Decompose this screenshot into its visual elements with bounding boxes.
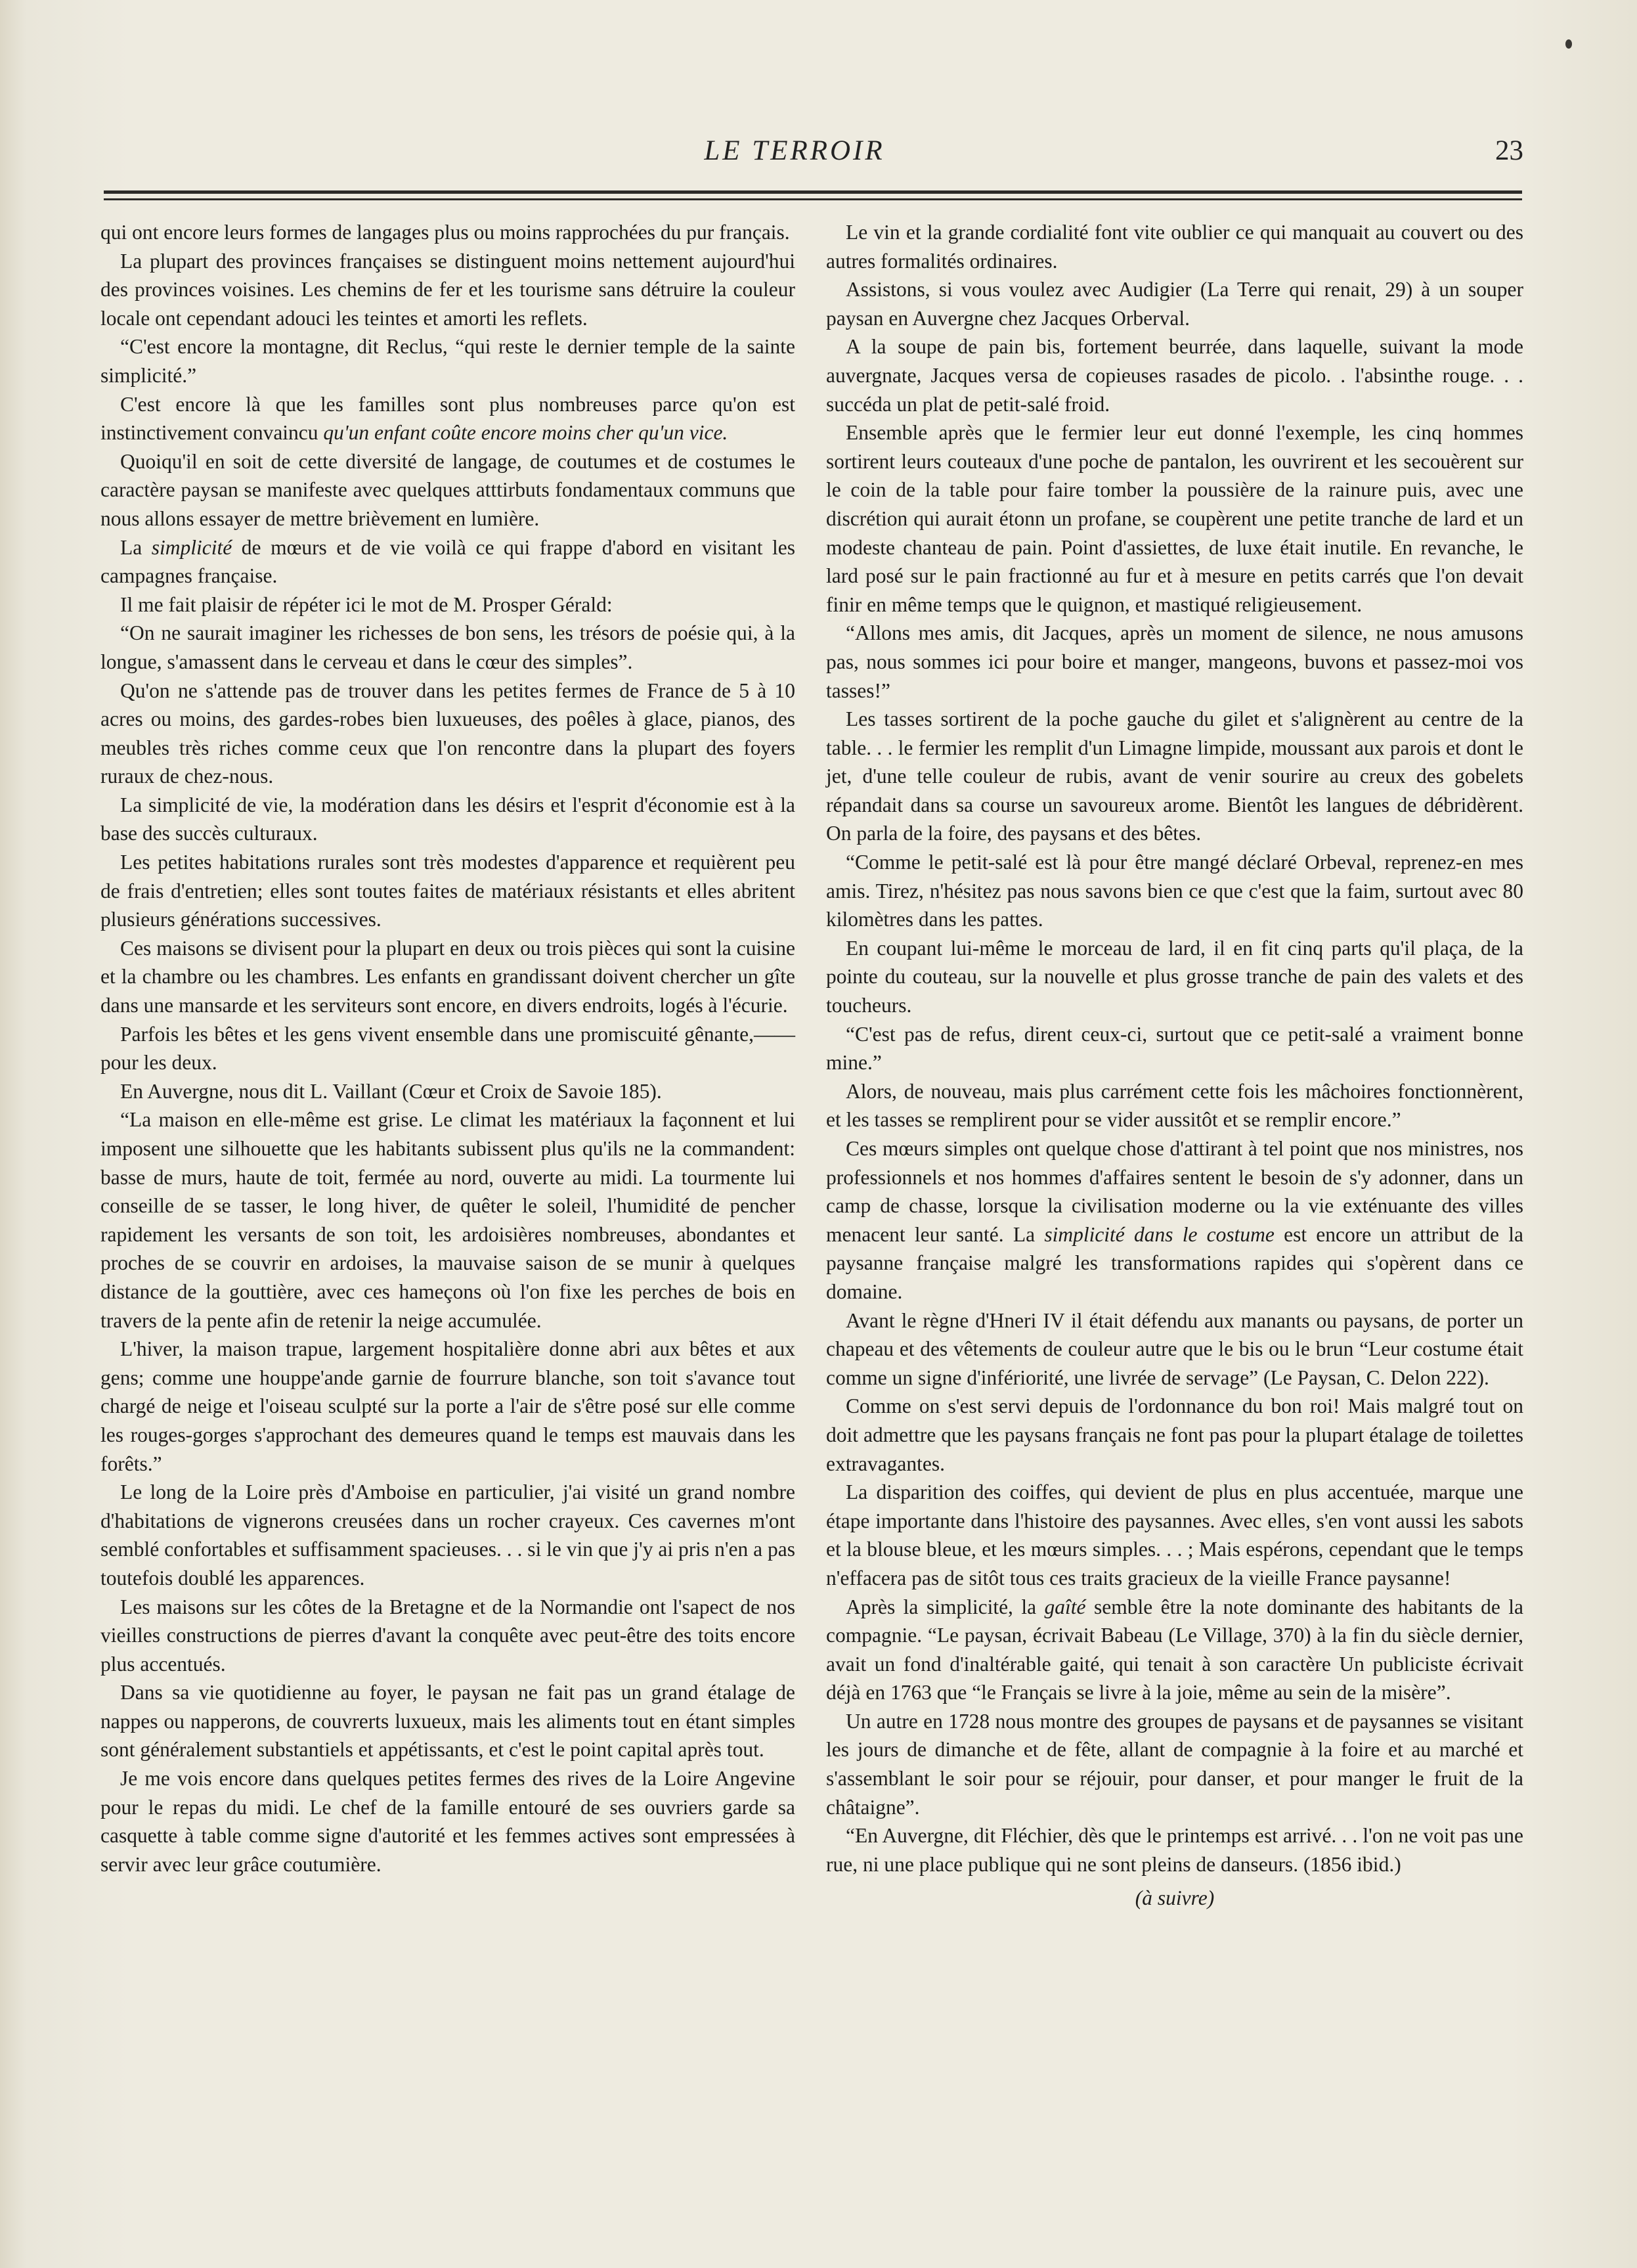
paragraph: Parfois les bêtes et les gens vivent ensemble dans une promiscuité gênante,——pour les deux. [100, 1022, 795, 1075]
running-title: LE TERROIR [704, 135, 885, 166]
header-rule-thin [104, 198, 1522, 200]
paragraph: Ces maisons se divisent pour la plupart en deux ou trois pièces qui sont la cuisine et la chambre ou les chambres. Les enfants en grandissant doivent chercher un gîte dans une mansarde et les serviteurs sont encore, en divers endroits, logés à l'écurie. [100, 936, 795, 1017]
paragraph: Les maisons sur les côtes de la Bretagne et de la Normandie ont l'sapect de nos vieilles constructions de pierres d'avant la conquête avec peut-être des toits encore plus accentués. [100, 1595, 795, 1676]
paragraph: Les petites habitations rurales sont très modestes d'apparence et requièrent peu de frais d'entretien; elles sont toutes faites de matériaux résistants et elles abritent plusieurs générations successives. [100, 851, 795, 931]
paragraph: “Comme le petit-salé est là pour être mangé déclaré Orbeval, reprenez-en mes amis. Tirez, n'hésitez pas nous savons bien ce que c'est que la faim, surtout avec 80 kilomètres dans les pattes. [826, 851, 1523, 931]
right-column [826, 218, 1523, 1913]
italic-term: simplicité [151, 535, 232, 559]
paragraph-text: C'est encore là que les familles sont plus nombreuses parce qu'on est instinctivement convaincu [100, 392, 795, 445]
paragraph: Le vin et la grande cordialité font vite oublier ce qui manquait au couvert ou des autres formalités ordinaires. [826, 221, 1523, 273]
paragraph: “On ne saurait imaginer les richesses de bon sens, les trésors de poésie qui, à la longue, s'amassent dans le cerveau et dans le cœur des simples”. [100, 621, 795, 673]
paragraph: “En Auvergne, dit Fléchier, dès que le printemps est arrivé. . . l'on ne voit pas une rue, ni une place publique qui ne sont pleins de danseurs. (1856 ibid.) [826, 1824, 1523, 1876]
paragraph: Qu'on ne s'attende pas de trouver dans les petites fermes de France de 5 à 10 acres ou moins, des gardes-robes bien luxueuses, des poêles à glace, pianos, des meubles très riches comme ceux que l'on rencontre dans la plupart des foyers ruraux de chez-nous. [100, 678, 795, 788]
paragraph: La plupart des provinces françaises se distinguent moins nettement aujourd'hui des provinces voisines. Les chemins de fer et les tourisme sans détruire la couleur locale ont cependant adouci les teintes et amorti les reflets. [100, 249, 795, 330]
paragraph-text: semble être la note dominante des habitants de la compagnie. “Le paysan, écrivait Babeau (Le Village, 370) à la fin du siècle dernier, avait un fond d'inaltérable gaité, qui tenait à son caractère Un publiciste écrivait déjà en 1763 que “le Français se livre à la joie, même au sein de la misère”. [826, 1595, 1523, 1704]
ink-spot [1565, 39, 1572, 49]
italic-term: simplicité dans le costume [1044, 1222, 1275, 1246]
paragraph: L'hiver, la maison trapue, largement hospitalière donne abri aux bêtes et aux gens; comme une houppe'ande garnie de fourrure blanche, son toit s'avance tout chargé de neige et l'oiseau sculpté sur la porte a l'air de s'être posé sur elle comme les rouges-gorges s'approchant des demeures quand le temps est mauvais dans les forêts.” [100, 1337, 795, 1475]
paragraph-text: est encore un attribut de la paysanne française malgré les transformations rapides qui s'opèrent dans ce domaine. [826, 1222, 1523, 1303]
paragraph: “Allons mes amis, dit Jacques, après un moment de silence, ne nous amusons pas, nous sommes ici pour boire et manger, mangeons, buvons et passez-moi vos tasses!” [826, 621, 1523, 702]
paragraph: En coupant lui-même le morceau de lard, il en fit cinq parts qu'il plaça, de la pointe du couteau, sur la nouvelle et plus grosse tranche de pain des valets et des toucheurs. [826, 936, 1523, 1017]
paragraph: “C'est encore la montagne, dit Reclus, “qui reste le dernier temple de la sainte simplicité.” [100, 335, 795, 387]
paragraph [100, 390, 795, 447]
paragraph-text: Ces mœurs simples ont quelque chose d'attirant à tel point que nos ministres, nos professionnels et nos hommes d'affaires sentent le besoin de s'y adonner, dans un camp de chasse, lorsque la civilisation moderne ou la vie exténuante des villes menacent leur santé. La [826, 1137, 1523, 1246]
to-be-continued: (à suivre) [1135, 1886, 1215, 1910]
paragraph: Alors, de nouveau, mais plus carrément cette fois les mâchoires fonctionnèrent, et les tasses se remplirent pour se vider aussitôt et se remplir encore.” [826, 1079, 1523, 1132]
paragraph: Je me vois encore dans quelques petites fermes des rives de la Loire Angevine pour le repas du midi. Le chef de la famille entouré de ses ouvriers garde sa casquette à table comme signe d'autorité et les femmes actives sont empressées à servir avec leur grâce coutumière. [100, 1767, 795, 1876]
paragraph: “La maison en elle-même est grise. Le climat les matériaux la façonnent et lui imposent une silhouette que les habitants subissent plus qu'ils ne la commandent: basse de murs, haute de toit, fermée au nord, ouverte au midi. La tourmente lui conseille de se tasser, le long hiver, de quêter le soleil, l'humidité de pencher rapidement les versants de son toit, les ardoisières nombreuses, abondantes et proches de se couvrir en ardoises, la mauvaise saison de se munir à quelques distance de la gouttière, avec ces hameçons où l'on fixe les perches de bois en travers de la pente afin de retenir la neige accumulée. [100, 1108, 795, 1332]
italic-quote: qu'un enfant coûte encore moins cher qu'un vice. [323, 421, 728, 445]
paragraph-text: de mœurs et de vie voilà ce qui frappe d'abord en visitant les campagnes française. [100, 535, 795, 588]
paragraph: Dans sa vie quotidienne au foyer, le paysan ne fait pas un grand étalage de nappes ou napperons, de couvrerts luxueux, mais les aliments tout en étant simples sont généralement substantiels et appétissants, et c'est le point capital après tout. [100, 1681, 795, 1762]
paragraph: Avant le règne d'Hneri IV il était défendu aux manants ou paysans, de porter un chapeau et des vêtements de couleur autre que le bis ou le brun “Leur costume était comme un signe d'infériorité, une livrée de servage” (Le Paysan, C. Delon 222). [826, 1308, 1523, 1389]
page-number: 23 [1495, 135, 1523, 166]
paragraph: Les tasses sortirent de la poche gauche du gilet et s'alignèrent au centre de la table. . . le fermier les remplit d'un Limagne limpide, moussant aux parois et dont le jet, d'une telle couleur de rubis, avant de venir sourire au creux des gobelets répandait dans sa course un savoureux arome. Bientôt les langues de débridèrent. On parla de la foire, des paysans et des bêtes. [826, 707, 1523, 845]
paragraph: “C'est pas de refus, dirent ceux-ci, surtout que ce petit-salé a vraiment bonne mine.” [826, 1022, 1523, 1075]
paragraph: En Auvergne, nous dit L. Vaillant (Cœur et Croix de Savoie 185). [120, 1079, 662, 1103]
paragraph: La disparition des coiffes, qui devient de plus en plus accentuée, marque une étape importante dans l'histoire des paysannes. Avec elles, s'en vont aussi les sabots et la blouse bleue, et les mœurs simples. . . ; Mais espérons, cependant que le temps n'effacera pas de sitôt tous ces traits gracieux de la vieille France paysanne! [826, 1480, 1523, 1590]
paragraph-text: La [120, 535, 152, 559]
paragraph: Comme on s'est servi depuis de l'ordonnance du bon roi! Mais malgré tout on doit admettre que les paysans français ne font pas pour la plupart étalage de toilettes extravagantes. [826, 1394, 1523, 1475]
paragraph: Assistons, si vous voulez avec Audigier (La Terre qui renait, 29) à un souper paysan en Auvergne chez Jacques Orberval. [826, 278, 1523, 330]
paragraph: Il me fait plaisir de répéter ici le mot de M. Prosper Gérald: [120, 592, 613, 616]
paragraph: Quoiqu'il en soit de cette diversité de langage, de coutumes et de costumes le caractère paysan se manifeste avec quelques atttirbuts fondamentaux communs que nous allons essayer de mettre brièvement en lumière. [100, 449, 795, 530]
paragraph: A la soupe de pain bis, fortement beurrée, dans laquelle, suivant la mode auvergnate, Jacques versa de copieuses rasades de picolo. . l'absinthe rouge. . . succéda un plat de petit-salé froid. [826, 335, 1523, 416]
paragraph [826, 1134, 1523, 1306]
left-column [100, 218, 795, 1879]
paragraph: Un autre en 1728 nous montre des groupes de paysans et de paysannes se visitant les jours de dimanche et de fête, allant de compagnie à la foire et au marché et s'assemblant le soir pour se réjouir, pour danser, et pour manger le fruit de la châtaigne”. [826, 1709, 1523, 1819]
paragraph: Le long de la Loire près d'Amboise en particulier, j'ai visité un grand nombre d'habitations de vignerons creusées dans un rocher crayeux. Ces cavernes m'ont semblé confortables et suffisamment spacieuses. . . si le vin que j'y ai pris n'en a pas toutefois doublé les apparences. [100, 1480, 795, 1590]
italic-term: gaîté [1044, 1595, 1086, 1618]
paragraph: qui ont encore leurs formes de langages plus ou moins rapprochées du pur français. [100, 221, 790, 244]
paragraph-text: Après la simplicité, la [846, 1595, 1045, 1618]
paragraph [100, 533, 795, 590]
paragraph: Ensemble après que le fermier leur eut donné l'exemple, les cinq hommes sortirent leurs couteaux d'une poche de pantalon, les ouvrirent et les secouèrent sur le coin de la table pour faire tomber la poussière de la rainure puis, avec une discrétion qui aurait étonn un profane, se coupèrent une petite tranche de lard et un modeste chanteau de pain. Point d'assiettes, de luxe était inutile. En revanche, le lard posé sur le pain fractionné au fur et à mesure en petits carrés que l'on devait finir en même temps que le quignon, et mastiqué religieusement. [826, 421, 1523, 616]
paragraph [826, 1593, 1523, 1707]
header-rule-thick [104, 190, 1522, 194]
paragraph: La simplicité de vie, la modération dans les désirs et l'esprit d'économie est à la base des succès culturaux. [100, 793, 795, 845]
